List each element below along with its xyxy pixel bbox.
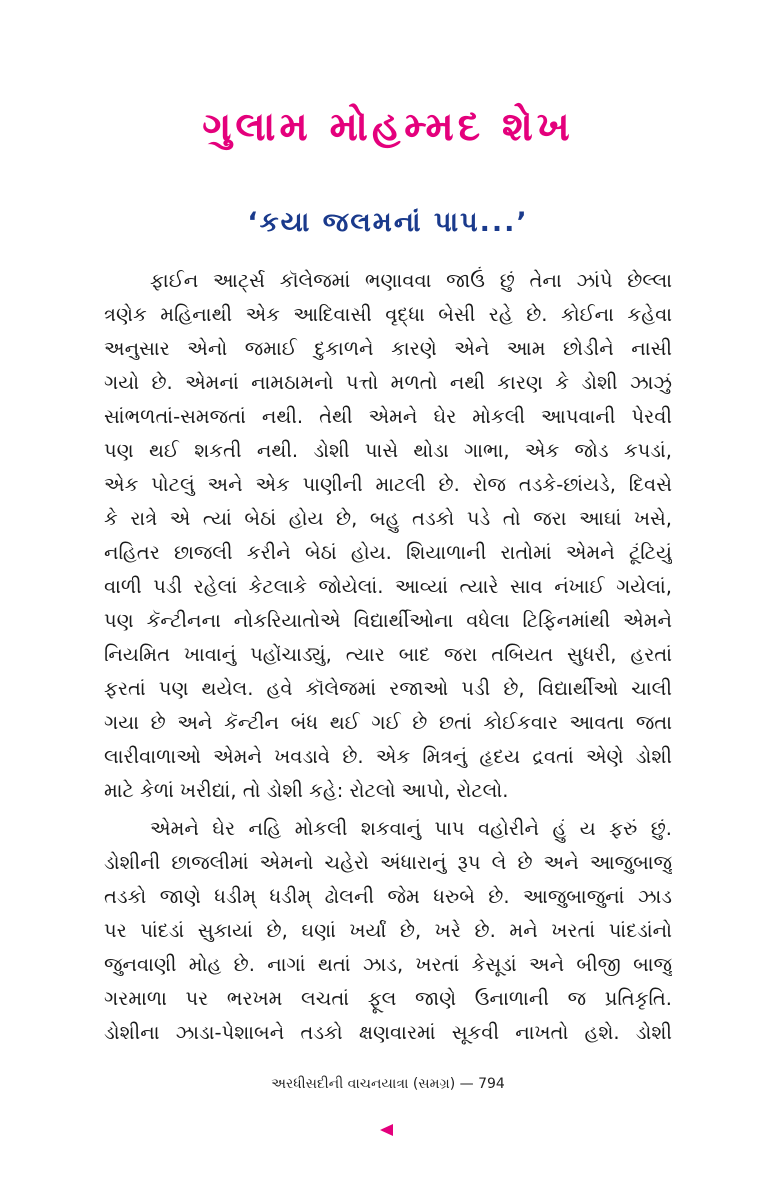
paragraph bbox=[104, 812, 672, 1050]
body-text bbox=[104, 264, 672, 1054]
text-line: નિયમિત ખાવાનું પહોંચાડ્યું, ત્યાર બાદ જરા તબિયત સુધરી, હરતાં bbox=[104, 643, 672, 666]
text-line: અનુસાર એનો જમાઈ દુકાળને કારણે એને આમ છોડીને નાસી bbox=[104, 337, 672, 360]
essay-title: ‘કયા જલમનાં પાપ...’ bbox=[247, 207, 529, 238]
text-line: એક પોટલું અને એક પાણીની માટલી છે. રોજ તડકે-છાંયડે, દિવસે bbox=[104, 473, 672, 496]
text-line: ડોશીની છાજલીમાં એમનો ચહેરો અંધારાનું રૂપ લે છે અને આજુબાજુ bbox=[104, 851, 672, 874]
text-line: પર પાંદડાં સુકાયાં છે, ઘણાં ખર્યાં છે, ખરે છે. મને ખરતાં પાંદડાંનો bbox=[104, 919, 672, 942]
text-line: નહિતર છાજલી કરીને બેઠાં હોય. શિયાળાની રાતોમાં એમને ટૂંટિયું bbox=[104, 541, 672, 564]
page-footer: અરધીસદીની વાચનયાત્રા (સમગ્ર) — 794 bbox=[271, 1076, 505, 1092]
text-line: સાંભળતાં-સમજતાં નથી. તેથી એમને ઘેર મોકલી આપવાની પેરવી bbox=[104, 405, 672, 428]
text-line: ગયો છે. એમનાં નામઠામનો પત્તો મળતો નથી કારણ કે ડોશી ઝાઝું bbox=[104, 371, 672, 394]
text-line: ત્રણેક મહિનાથી એક આદિવાસી વૃદ્ધા બેસી રહે છે. કોઈના કહેવા bbox=[104, 303, 672, 326]
text-line: ગરમાળા પર ભરખમ લચતાં ફૂલ જાણે ઉનાળાની જ પ્રતિકૃતિ. bbox=[104, 987, 672, 1010]
text-line: જુનવાણી મોહ છે. નાગાં થતાં ઝાડ, ખરતાં કેસૂડાં અને બીજી બાજુ bbox=[104, 953, 672, 976]
text-line: ડોશીના ઝાડા-પેશાબને તડકો ક્ષણવારમાં સૂકવી નાખતો હશે. ડોશી bbox=[104, 1021, 672, 1044]
text-line: વાળી પડી રહેલાં કેટલાકે જોયેલાં. આવ્યાં ત્યારે સાવ નંખાઈ ગયેલાં, bbox=[104, 575, 672, 598]
text-line: લારીવાળાઓ એમને ખવડાવે છે. એક મિત્રનું હૃદય દ્રવતાં એણે ડોશી bbox=[104, 745, 672, 768]
left-triangle-icon[interactable] bbox=[380, 1124, 393, 1136]
text-line: ફરતાં પણ થયેલ. હવે કૉલેજમાં રજાઓ પડી છે, વિદ્યાર્થીઓ ચાલી bbox=[104, 677, 672, 700]
text-line: ફાઈન આર્ટ્સ કૉલેજમાં ભણાવવા જાઉં છું તેના ઝાંપે છેલ્લા bbox=[150, 269, 672, 292]
text-line: માટે કેળાં ખરીદ્યાં, તો ડોશી કહે: રોટલો આપો, રોટલો. bbox=[104, 779, 509, 802]
text-line: પણ થઈ શકતી નથી. ડોશી પાસે થોડા ગાભા, એક જોડ કપડાં, bbox=[104, 439, 672, 462]
paragraph bbox=[104, 264, 672, 808]
text-line: એમને ઘેર નહિ મોકલી શકવાનું પાપ વહોરીને હું ય ફરું છું. bbox=[150, 817, 672, 840]
text-line: પણ કૅન્ટીનના નોકરિયાતોએ વિદ્યાર્થીઓના વધેલા ટિફિનમાંથી એમને bbox=[104, 609, 672, 632]
author-name: ગુલામ મોહમ્મદ શેખ bbox=[202, 104, 574, 150]
text-line: કે રાત્રે એ ત્યાં બેઠાં હોય છે, બહુ તડકો પડે તો જરા આઘાં ખસે, bbox=[104, 507, 672, 530]
text-line: તડકો જાણે ધડીમ્ ધડીમ્ ઢોલની જેમ ધરુબે છે. આજુબાજુનાં ઝાડ bbox=[104, 885, 672, 908]
text-line: ગયા છે અને કૅન્ટીન બંધ થઈ ગઈ છે છતાં કોઈકવાર આવતા જતા bbox=[104, 711, 672, 734]
